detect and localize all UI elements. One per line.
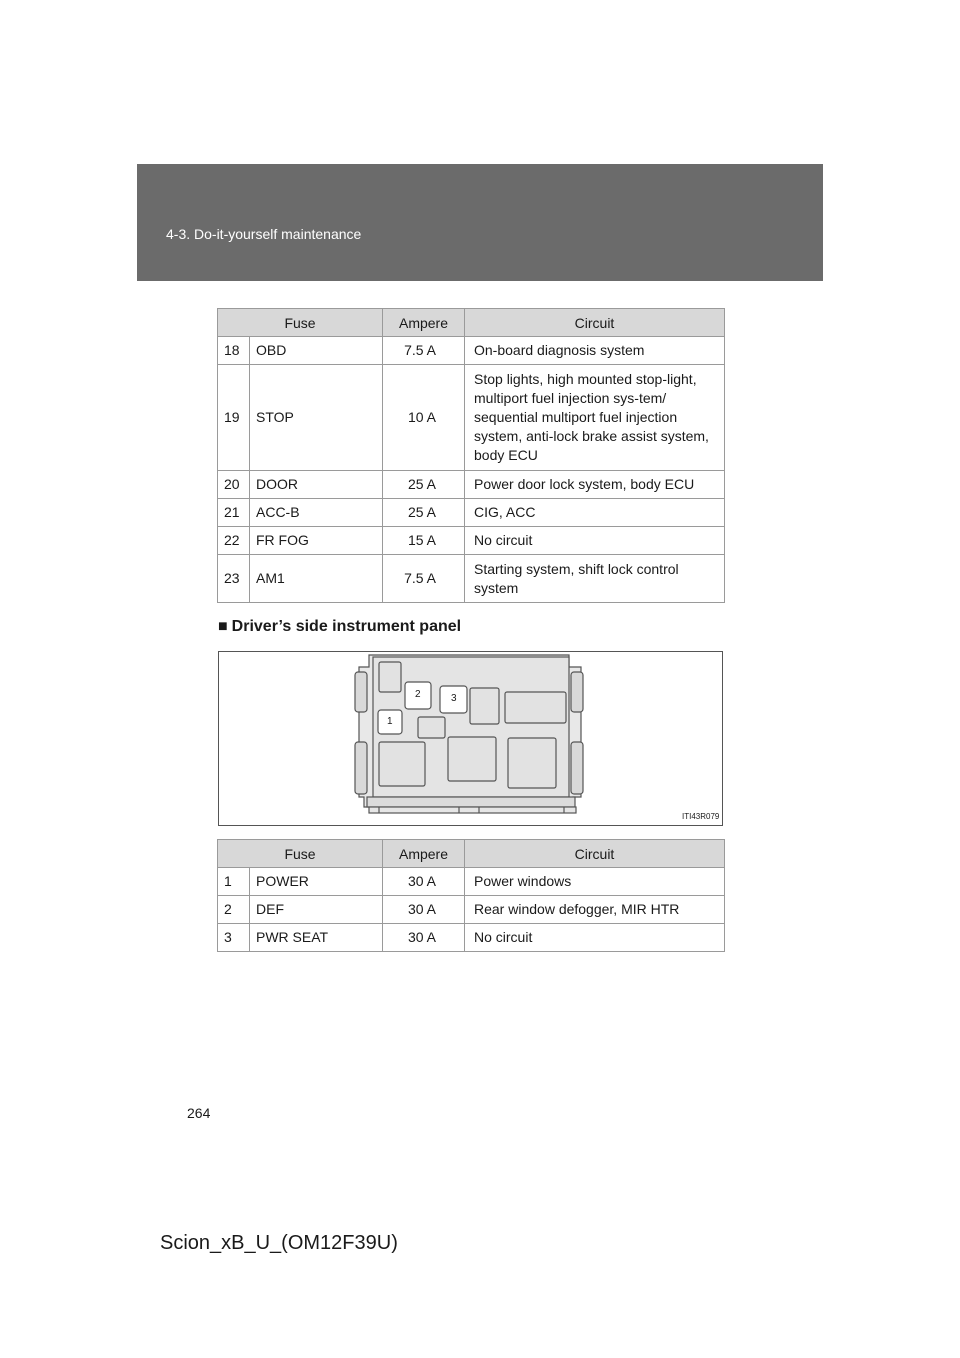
fuse-circuit: Stop lights, high mounted stop-light, multiport fuel injection sys-tem/ sequential multiport fuel injection system, anti-lock brake assist system, body ECU	[465, 365, 725, 471]
bullet-square-icon: ■	[218, 618, 228, 635]
fuse-number: 22	[218, 527, 250, 555]
column-header-fuse: Fuse	[218, 840, 383, 868]
fuse-name: ACC-B	[250, 499, 383, 527]
fuse-circuit: Rear window defogger, MIR HTR	[465, 896, 725, 924]
fuse-name: DOOR	[250, 471, 383, 499]
column-header-fuse: Fuse	[218, 309, 383, 337]
fuse-number: 20	[218, 471, 250, 499]
table-row	[218, 365, 725, 471]
fuse-circuit: Power door lock system, body ECU	[465, 471, 725, 499]
fuse-name: POWER	[250, 868, 383, 896]
fuse-ampere: 30 A	[383, 868, 465, 896]
table-header-row	[218, 840, 725, 868]
fuse-ampere: 10 A	[383, 365, 465, 471]
table-row	[218, 337, 725, 365]
fuse-ampere: 25 A	[383, 499, 465, 527]
header-band	[137, 164, 823, 281]
fuse-circuit: Power windows	[465, 868, 725, 896]
fuse-name: DEF	[250, 896, 383, 924]
fuse-circuit: No circuit	[465, 527, 725, 555]
table-row	[218, 471, 725, 499]
fuse-number: 18	[218, 337, 250, 365]
fuse-ampere: 25 A	[383, 471, 465, 499]
subsection-heading	[218, 618, 461, 636]
fuse-number: 1	[218, 868, 250, 896]
fuse-number: 3	[218, 924, 250, 952]
table-row	[218, 868, 725, 896]
page-number: 264	[187, 1105, 211, 1121]
fuse-ampere: 30 A	[383, 924, 465, 952]
column-header-ampere: Ampere	[383, 840, 465, 868]
fuse-label-2: 2	[415, 689, 421, 700]
section-title: 4-3. Do-it-yourself maintenance	[166, 226, 362, 242]
diagram-code: ITI43R079	[682, 812, 720, 821]
column-header-circuit: Circuit	[465, 309, 725, 337]
fuse-table-top	[217, 308, 725, 603]
fuse-circuit: Starting system, shift lock control system	[465, 555, 725, 603]
fuse-label-3: 3	[451, 693, 457, 704]
fuse-circuit: No circuit	[465, 924, 725, 952]
fuse-box-diagram	[218, 651, 723, 826]
subsection-title: Driver’s side instrument panel	[231, 618, 462, 635]
fuse-name: PWR SEAT	[250, 924, 383, 952]
table-header-row	[218, 309, 725, 337]
fuse-name: OBD	[250, 337, 383, 365]
table-row	[218, 555, 725, 603]
fuse-ampere: 7.5 A	[383, 555, 465, 603]
fuse-name: FR FOG	[250, 527, 383, 555]
table-row	[218, 527, 725, 555]
fuse-name: STOP	[250, 365, 383, 471]
document-code: Scion_xB_U_(OM12F39U)	[160, 1232, 398, 1254]
fuse-circuit: CIG, ACC	[465, 499, 725, 527]
fuse-name: AM1	[250, 555, 383, 603]
fuse-circuit: On-board diagnosis system	[465, 337, 725, 365]
table-row	[218, 896, 725, 924]
column-header-ampere: Ampere	[383, 309, 465, 337]
fuse-ampere: 7.5 A	[383, 337, 465, 365]
fuse-label-1: 1	[387, 716, 393, 727]
fuse-box-illustration	[219, 652, 722, 825]
fuse-number: 19	[218, 365, 250, 471]
fuse-ampere: 15 A	[383, 527, 465, 555]
fuse-number: 21	[218, 499, 250, 527]
fuse-ampere: 30 A	[383, 896, 465, 924]
table-row	[218, 924, 725, 952]
fuse-table-bottom	[217, 839, 725, 952]
table-row	[218, 499, 725, 527]
column-header-circuit: Circuit	[465, 840, 725, 868]
fuse-number: 23	[218, 555, 250, 603]
fuse-number: 2	[218, 896, 250, 924]
